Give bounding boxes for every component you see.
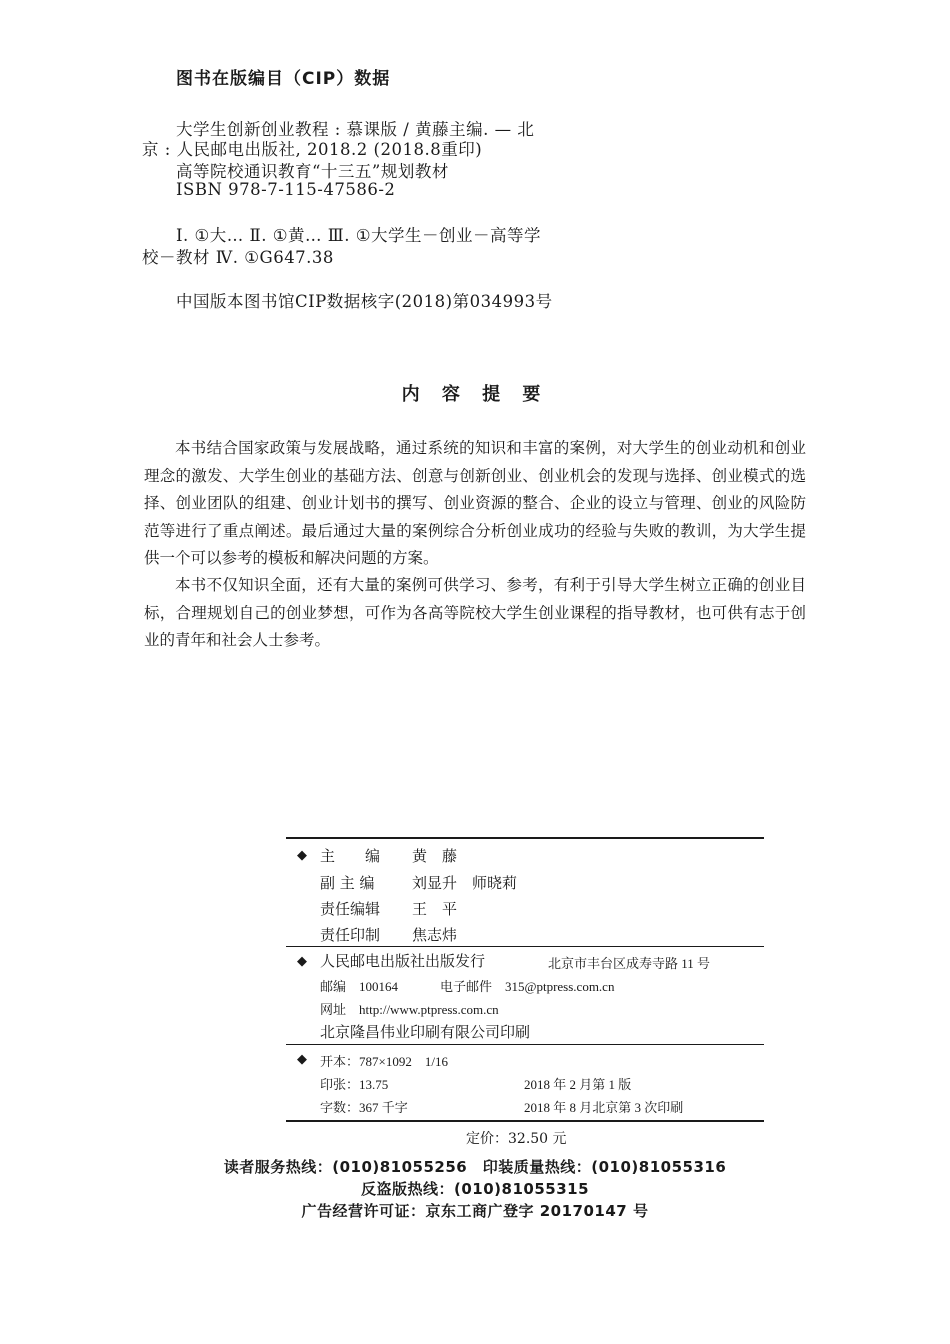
service-hotlines: 读者服务热线：(010)81055256 印装质量热线：(010)81055316 <box>223 1158 727 1176</box>
cip-line-classification: Ⅰ. ①大… Ⅱ. ①黄… Ⅲ. ①大学生－创业－高等学 <box>176 226 541 245</box>
responsible-editor-label: 责任编辑 <box>320 900 381 918</box>
cip-line-classification-cont: 校－教材 Ⅳ. ①G647.38 <box>142 248 334 267</box>
printed-sheets: 印张：13.75 <box>320 1077 389 1092</box>
bullet-icon: ◆ <box>297 848 307 863</box>
printing-date: 2018 年 8 月北京第 3 次印刷 <box>524 1100 684 1115</box>
summary-title: 内 容 提 要 <box>401 384 549 405</box>
cip-line-record-number: 中国版本图书馆CIP数据核字(2018)第034993号 <box>176 292 553 311</box>
publisher-name: 人民邮电出版社出版发行 <box>320 952 486 970</box>
cip-line-title: 大学生创新创业教程 : 慕课版 / 黄藤主编. — 北 <box>176 120 535 139</box>
bullet-icon: ◆ <box>297 1052 307 1067</box>
summary-paragraph-1: 本书结合国家政策与发展战略，通过系统的知识和丰富的案例，对大学生的创业动机和创业理念的激发、大学生创业的基础方法、创意与创新创业、创业机会的发现与选择、创业模式的选择、创业团队的组建、创业计划书的撰写、创业资源的整合、企业的设立与管理、创业的风险防范等进行了重点阐述。最后通过大量的案例综合分析创业成功的经验与失败的教训，为大学生提供一个可以参考的模板和解决问题的方案。 <box>144 439 806 567</box>
summary-paragraph-2: 本书不仅知识全面，还有大量的案例可供学习、参考，有利于引导大学生树立正确的创业目标，合理规划自己的创业梦想，可作为各高等院校大学生创业课程的指导教材，也可供有志于创业的青年和社会人士参考。 <box>144 576 806 649</box>
responsible-print-name: 焦志炜 <box>412 926 458 944</box>
responsible-editor-name: 王 平 <box>412 900 458 918</box>
cip-line-series: 高等院校通识教育“十三五”规划教材 <box>176 162 449 181</box>
credits-top-rule <box>286 837 764 839</box>
cip-heading: 图书在版编目（CIP）数据 <box>176 69 391 89</box>
credits-bottom-rule <box>286 1120 764 1122</box>
credits-divider-1 <box>286 946 764 947</box>
anti-piracy-hotline: 反盗版热线：(010)81055315 <box>360 1180 590 1198</box>
editor-label: 主 编 <box>320 847 381 865</box>
printer-name: 北京隆昌伟业印刷有限公司印刷 <box>320 1023 531 1041</box>
editor-name: 黄 藤 <box>412 847 458 865</box>
price: 定价：32.50 元 <box>466 1131 567 1147</box>
bullet-icon: ◆ <box>297 954 307 969</box>
word-count: 字数：367 千字 <box>320 1100 408 1115</box>
publisher-address: 北京市丰台区成寿寺路 11 号 <box>548 956 711 971</box>
email: 电子邮件 315@ptpress.com.cn <box>440 979 615 994</box>
advertising-license: 广告经营许可证：京东工商广登字 20170147 号 <box>301 1202 649 1220</box>
edition-date: 2018 年 2 月第 1 版 <box>524 1077 632 1092</box>
cip-line-isbn: ISBN 978-7-115-47586-2 <box>176 180 396 199</box>
credits-divider-2 <box>286 1044 764 1045</box>
deputy-editor-label: 副 主 编 <box>320 874 375 892</box>
book-format: 开本：787×1092 1/16 <box>320 1054 448 1069</box>
deputy-editor-names: 刘显升 师晓莉 <box>412 874 518 892</box>
cip-line-publisher: 京 : 人民邮电出版社, 2018.2 (2018.8重印) <box>142 140 483 159</box>
postcode: 邮编 100164 <box>320 979 399 994</box>
responsible-print-label: 责任印制 <box>320 926 381 944</box>
website: 网址 http://www.ptpress.com.cn <box>320 1002 499 1017</box>
